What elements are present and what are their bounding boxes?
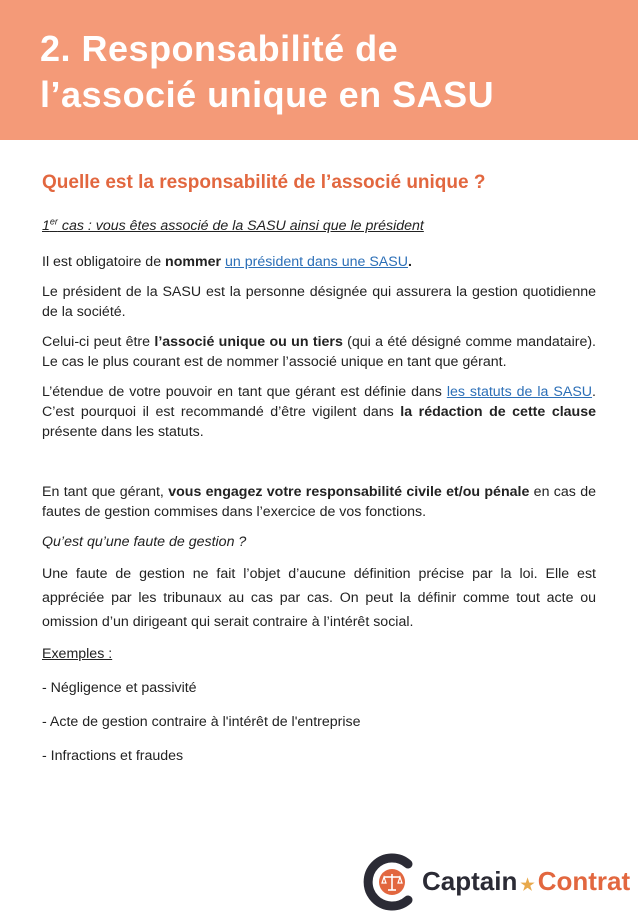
- case-heading: [42, 216, 596, 236]
- p4-text-2: . C’est pourquoi il est recommandé d’être vigilent dans: [42, 384, 596, 420]
- logo-word-contrat: Contrat: [537, 866, 631, 896]
- example-item: - Infractions et fraudes: [42, 748, 184, 764]
- p1-bold: nommer: [165, 254, 222, 270]
- link-statuts-sasu[interactable]: les statuts de la SASU: [446, 384, 593, 400]
- paragraph-faute-definition: Une faute de gestion ne fait l’objet d’aucune définition précise par la loi. Elle est appréciée par les tribunaux au cas par cas. On peut la définir comme tout acte ou omission d’un dirigeant qui serait contraire à l’intérêt social.: [42, 566, 596, 630]
- p3-text-1: Celui-ci peut être: [42, 334, 155, 350]
- title-line-2: l’associé unique en SASU: [40, 74, 495, 115]
- examples-label: [42, 644, 596, 664]
- case-text: cas : vous êtes associé de la SASU ainsi que le président: [57, 218, 424, 234]
- spacer: [42, 452, 596, 482]
- main-content: [42, 216, 596, 780]
- header-banner: [0, 0, 638, 140]
- case-heading-text: [42, 218, 424, 234]
- examples-label-text: Exemples :: [42, 646, 113, 662]
- p1-text-1: Il est obligatoire de: [42, 254, 166, 270]
- p4-text-3: présente dans les statuts.: [42, 424, 204, 440]
- logo-word-captain: Captain: [422, 866, 518, 896]
- faute-question-text: Qu’est qu’une faute de gestion ?: [42, 534, 247, 550]
- example-item: - Acte de gestion contraire à l'intérêt de l'entreprise: [42, 714, 361, 730]
- p3-bold: l’associé unique ou un tiers: [154, 334, 343, 350]
- p5-text-2: en cas de fautes de gestion commises dans l’exercice de vos fonctions.: [42, 484, 596, 520]
- paragraph-associe: [42, 332, 596, 372]
- faute-question: [42, 532, 596, 552]
- section-subtitle: Quelle est la responsabilité de l’associé unique ?: [42, 172, 486, 193]
- p4-text-1: L’étendue de votre pouvoir en tant que gérant est définie dans: [42, 384, 447, 400]
- p5-bold: vous engagez votre responsabilité civile et/ou pénale: [168, 484, 530, 500]
- case-number: 1: [42, 218, 50, 234]
- paragraph-obligation: [42, 252, 596, 272]
- paragraph-statuts: [42, 382, 596, 442]
- paragraph-president: Le président de la SASU est la personne désignée qui assurera la gestion quotidienne de la société.: [42, 284, 596, 320]
- case-sup: er: [49, 216, 58, 227]
- example-item: - Négligence et passivité: [42, 680, 197, 696]
- p5-text-1: En tant que gérant,: [42, 484, 169, 500]
- logo-wordmark: [422, 866, 630, 897]
- p4-bold: la rédaction de cette clause: [400, 404, 596, 420]
- title-line-1: 2. Responsabilité de: [40, 28, 399, 69]
- star-icon: ★: [520, 877, 535, 894]
- scales-logo-icon: [360, 852, 420, 912]
- link-president-sasu[interactable]: un président dans une SASU: [224, 254, 408, 270]
- p1-text-3: .: [407, 254, 412, 270]
- paragraph-responsabilite: [42, 482, 596, 522]
- captain-contrat-logo: [360, 852, 631, 912]
- p3-text-2: (qui a été désigné comme mandataire). Le cas le plus courant est de nommer l’associé unique en tant que gérant.: [42, 334, 596, 370]
- page-title: [40, 26, 494, 118]
